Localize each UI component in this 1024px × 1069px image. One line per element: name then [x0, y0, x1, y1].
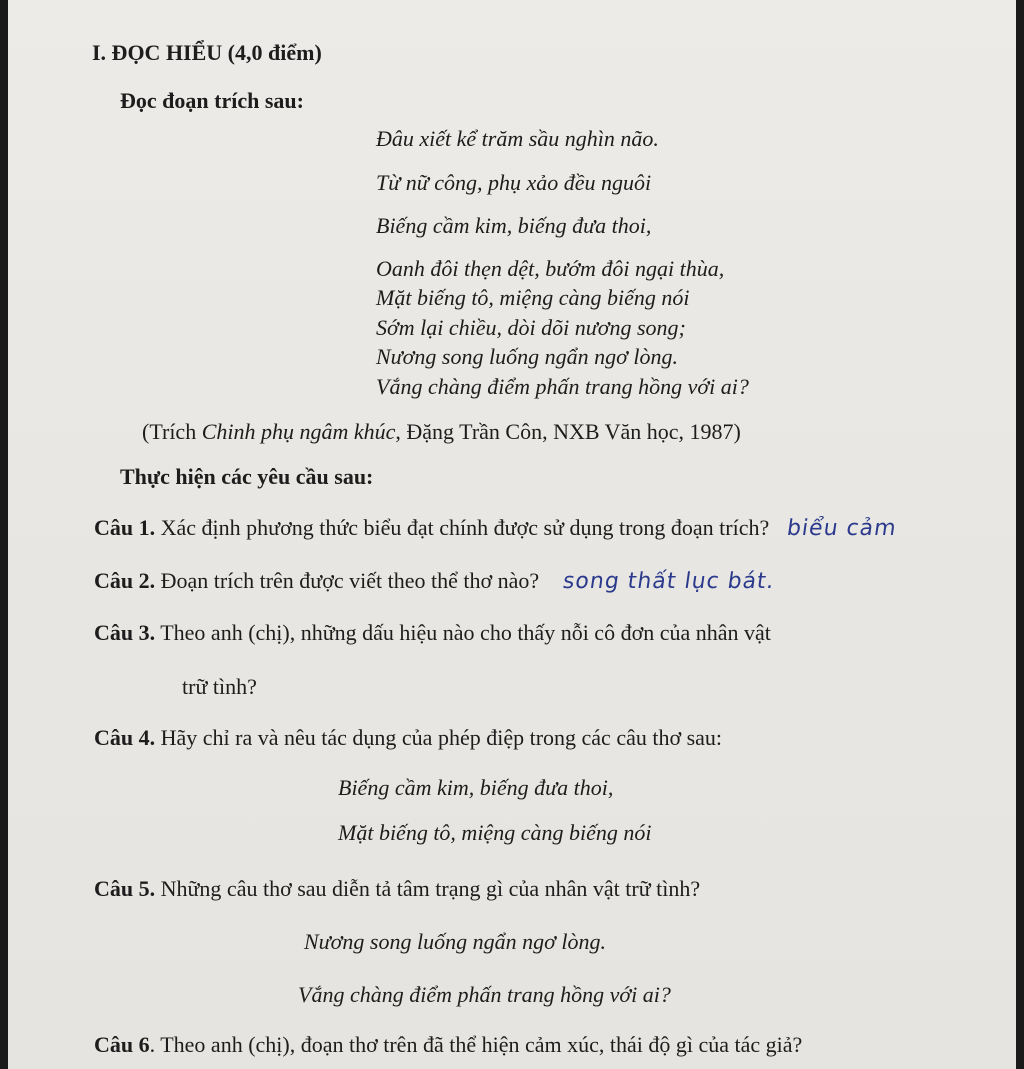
reading-instruction: Đọc đoạn trích sau: — [120, 88, 304, 113]
poem-line: Mặt biếng tô, miệng càng biếng nói — [376, 285, 690, 310]
question-5 — [94, 876, 700, 902]
poem-line: Oanh đôi thẹn dệt, bướm đôi ngại thùa, — [376, 256, 725, 281]
handwritten-answer: song thất lục bát. — [560, 569, 777, 594]
quoted-line: Mặt biếng tô, miệng càng biếng nói — [338, 820, 652, 845]
question-number: Câu 3. — [94, 620, 156, 645]
question-number: Câu 5. — [94, 876, 156, 901]
section-title: I. ĐỌC HIỂU (4,0 điểm) — [92, 40, 322, 65]
question-1 — [94, 515, 899, 541]
question-4 — [94, 725, 722, 751]
citation-work-title: Chinh phụ ngâm khúc — [201, 419, 396, 444]
poem-line: Biếng cầm kim, biếng đưa thoi, — [376, 213, 652, 238]
poem-line: Nương song luống ngẩn ngơ lòng. — [376, 344, 678, 369]
quoted-line: Biếng cầm kim, biếng đưa thoi, — [338, 775, 614, 800]
question-text: Những câu thơ sau diễn tả tâm trạng gì của nhân vật trữ tình? — [155, 876, 701, 901]
question-text: Đoạn trích trên được viết theo thể thơ nào? — [155, 568, 540, 593]
question-3-continuation: trữ tình? — [182, 674, 257, 699]
exam-sheet — [8, 0, 1016, 1069]
question-2 — [94, 568, 777, 594]
question-text: Theo anh (chị), những dấu hiệu nào cho thấy nỗi cô đơn của nhân vật — [155, 620, 771, 645]
question-text: . Theo anh (chị), đoạn thơ trên đã thể hiện cảm xúc, thái độ gì của tác giả? — [149, 1032, 803, 1057]
poem-line: Đâu xiết kể trăm sầu nghìn não. — [376, 126, 659, 151]
question-text: Hãy chỉ ra và nêu tác dụng của phép điệp trong các câu thơ sau: — [155, 725, 723, 750]
question-6 — [94, 1032, 802, 1058]
question-3 — [94, 620, 771, 646]
question-number: Câu 6 — [94, 1032, 150, 1057]
poem-line: Vắng chàng điểm phấn trang hồng với ai? — [376, 374, 749, 399]
handwritten-answer: biểu cảm — [784, 516, 899, 541]
poem-line: Sớm lại chiều, dòi dõi nương song; — [376, 315, 686, 340]
question-number: Câu 2. — [94, 568, 156, 593]
quoted-line: Nương song luống ngẩn ngơ lòng. — [304, 929, 606, 954]
citation-suffix: , Đặng Trần Côn, NXB Văn học, 1987) — [395, 419, 741, 444]
citation-prefix: (Trích — [142, 419, 202, 444]
tasks-heading: Thực hiện các yêu cầu sau: — [120, 464, 374, 489]
question-number: Câu 4. — [94, 725, 156, 750]
citation — [142, 419, 741, 445]
quoted-line: Vắng chàng điểm phấn trang hồng với ai? — [298, 982, 671, 1007]
question-number: Câu 1. — [94, 515, 156, 540]
question-text: Xác định phương thức biểu đạt chính được sử dụng trong đoạn trích? — [155, 515, 770, 540]
poem-line: Từ nữ công, phụ xảo đều nguôi — [376, 170, 652, 195]
